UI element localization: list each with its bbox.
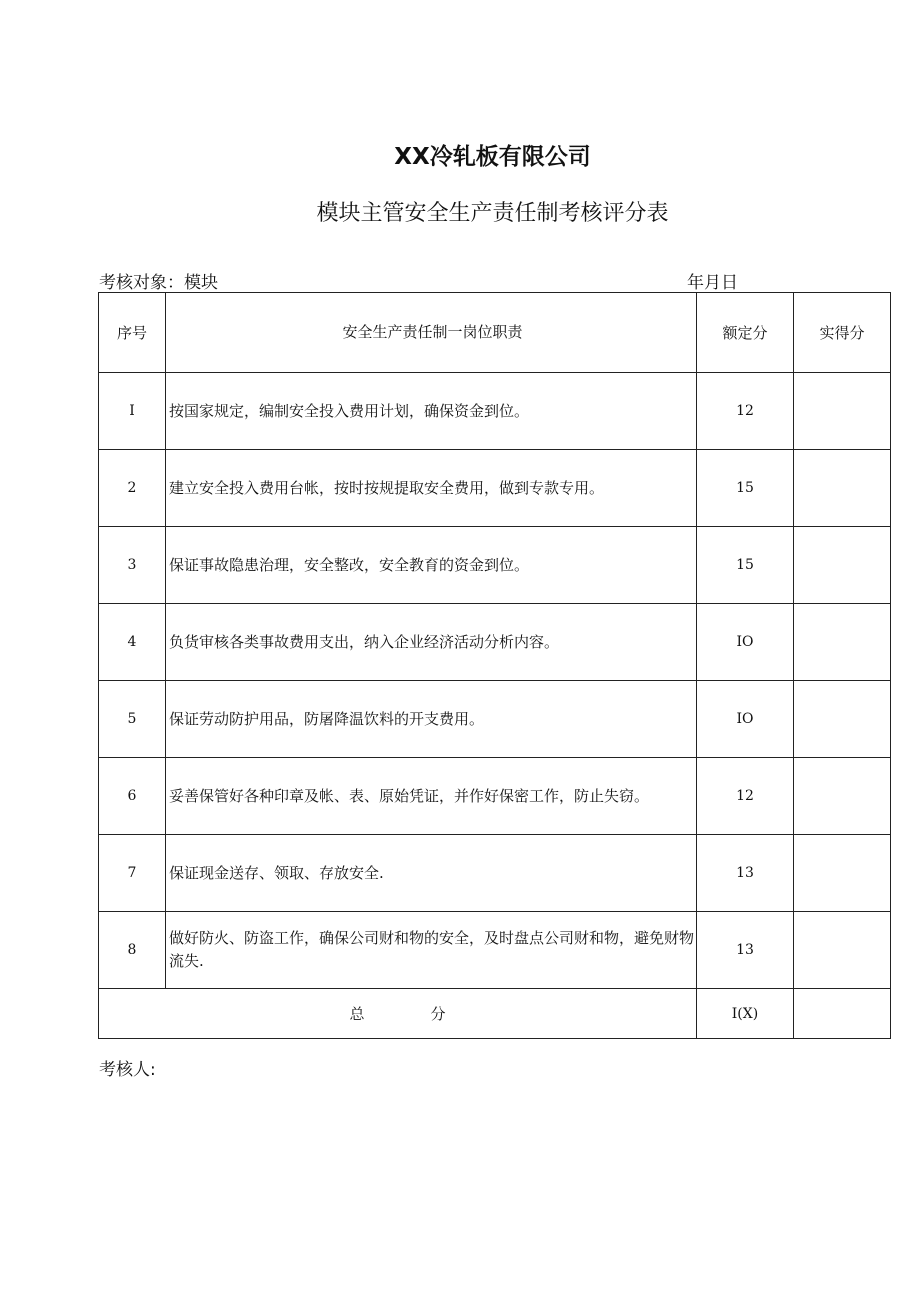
form-title: 模块主管安全生产责任制考核评分表 [316, 201, 669, 226]
row-actual-score-cell[interactable] [794, 681, 891, 758]
row-duty: 保证事故隐患治理，安全整改，安全教育的资金到位。 [166, 527, 697, 604]
total-row [99, 989, 891, 1039]
total-rated-score: I(X) [697, 989, 794, 1039]
header-no: 序号 [99, 293, 166, 373]
row-number: 4 [99, 604, 166, 681]
row-number: I [99, 373, 166, 450]
header-duty: 安全生产责任制一岗位职责 [166, 293, 697, 373]
row-actual-score-cell[interactable] [794, 912, 891, 989]
row-rated-score: IO [697, 604, 794, 681]
table-row [99, 835, 891, 912]
row-actual-score-cell[interactable] [794, 450, 891, 527]
company-title: XX冷轧板有限公司 [394, 144, 591, 170]
date-field: 年月日 [687, 273, 738, 293]
row-number: 6 [99, 758, 166, 835]
row-rated-score: 13 [697, 912, 794, 989]
row-rated-score: 15 [697, 527, 794, 604]
row-rated-score: 15 [697, 450, 794, 527]
total-label [99, 989, 697, 1039]
row-duty: 负货审核各类事故费用支出，纳入企业经济活动分析内容。 [166, 604, 697, 681]
row-number: 5 [99, 681, 166, 758]
header-actual-score: 实得分 [794, 293, 891, 373]
row-rated-score: 13 [697, 835, 794, 912]
table-row [99, 681, 891, 758]
row-duty: 按国家规定，编制安全投入费用计划，确保资金到位。 [166, 373, 697, 450]
row-duty: 保证劳动防护用品，防屠降温饮料的开支费用。 [166, 681, 697, 758]
row-number: 7 [99, 835, 166, 912]
scoring-table [98, 292, 891, 1039]
header-row [99, 293, 891, 373]
assessor-label: 考核人: [99, 1060, 156, 1080]
total-label-part-b: 分 [430, 1005, 446, 1023]
table-row [99, 450, 891, 527]
row-duty: 保证现金送存、领取、存放安全. [166, 835, 697, 912]
row-actual-score-cell[interactable] [794, 604, 891, 681]
row-number: 3 [99, 527, 166, 604]
total-label-part-a: 总 [349, 1005, 365, 1023]
row-rated-score: 12 [697, 758, 794, 835]
table-row [99, 604, 891, 681]
table-row [99, 527, 891, 604]
table-row [99, 758, 891, 835]
table-row [99, 912, 891, 989]
row-duty: 妥善保管好各种印章及帐、表、原始凭证，并作好保密工作，防止失窃。 [166, 758, 697, 835]
header-rated-score: 额定分 [697, 293, 794, 373]
row-number: 2 [99, 450, 166, 527]
row-actual-score-cell[interactable] [794, 835, 891, 912]
row-actual-score-cell[interactable] [794, 527, 891, 604]
row-rated-score: IO [697, 681, 794, 758]
table-row [99, 373, 891, 450]
row-duty: 做好防火、防盗工作，确保公司财和物的安全，及时盘点公司财和物，避免财物流失. [166, 912, 697, 989]
row-duty: 建立安全投入费用台帐，按时按规提取安全费用，做到专款专用。 [166, 450, 697, 527]
total-actual-score-cell[interactable] [794, 989, 891, 1039]
row-actual-score-cell[interactable] [794, 373, 891, 450]
row-rated-score: 12 [697, 373, 794, 450]
assessment-subject: 考核对象：模块 [99, 273, 218, 293]
row-actual-score-cell[interactable] [794, 758, 891, 835]
row-number: 8 [99, 912, 166, 989]
